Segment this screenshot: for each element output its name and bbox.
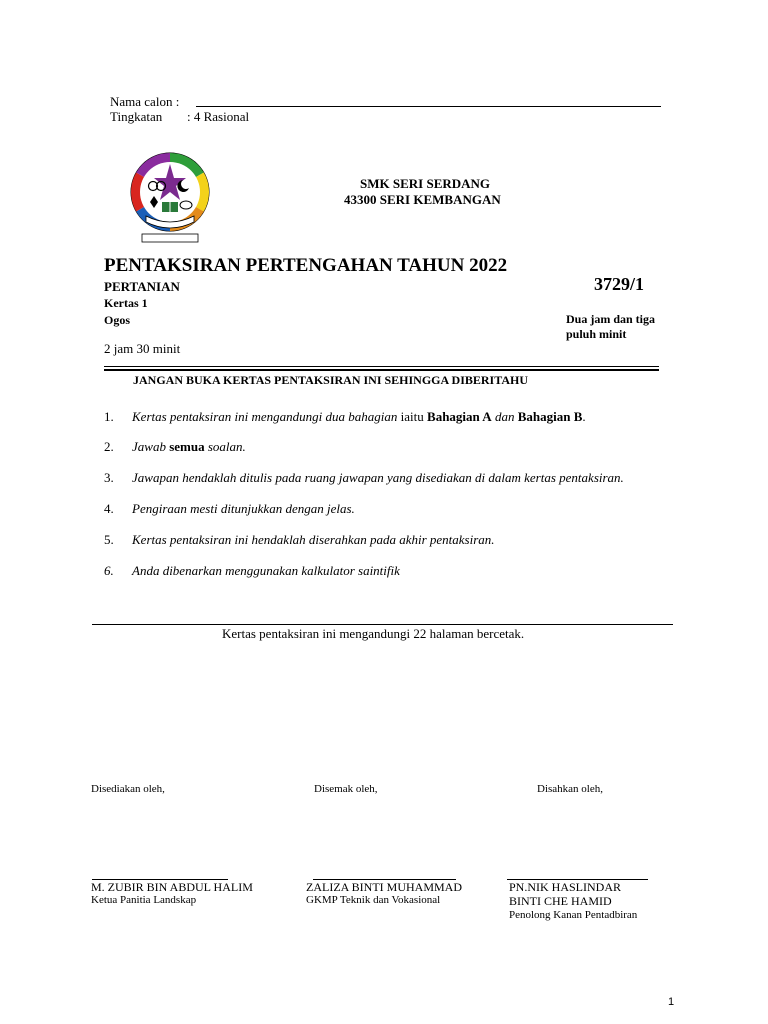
instruction-number: 3. [104,470,114,485]
class-label: Tingkatan [110,109,163,124]
candidate-name-label: Nama calon : [110,94,180,109]
signatory-3-role: Penolong Kanan Pentadbiran [509,909,638,921]
class-value: : 4 Rasional [187,109,250,124]
signatory-1-name: M. ZUBIR BIN ABDUL HALIM [91,880,253,894]
subject: PERTANIAN [104,279,180,294]
instruction-6: 6. Anda dibenarkan menggunakan kalkulator saintifik [104,563,400,578]
school-logo [128,150,212,246]
footer-rule [92,624,673,625]
instruction-number: 4. [104,501,114,516]
school-name: SMK SERI SERDANG [360,176,491,191]
candidate-name-line [196,106,661,107]
page-count-note: Kertas pentaksiran ini mengandungi 22 halaman bercetak. [222,626,525,641]
instruction-4: 4. Pengiraan mesti ditunjukkan dengan jelas. [104,501,355,516]
approved-by-label: Disahkan oleh, [537,783,603,795]
exam-title: PENTAKSIRAN PERTENGAHAN TAHUN 2022 [104,255,508,276]
instruction-number: 5. [104,532,114,547]
checked-by-label: Disemak oleh, [314,783,378,795]
exam-code: 3729/1 [594,274,645,294]
signatory-1-role: Ketua Panitia Landskap [91,894,197,906]
page-number: 1 [668,996,675,1008]
instruction-number: 2. [104,439,114,454]
duration-words-line1: Dua jam dan tiga [566,312,656,326]
duration: 2 jam 30 minit [104,341,181,356]
warning-text: JANGAN BUKA KERTAS PENTAKSIRAN INI SEHINGGA DIBERITAHU [133,373,528,387]
signatory-3-name-line2: BINTI CHE HAMID [509,894,612,908]
prepared-by-label: Disediakan oleh, [91,783,165,795]
warning-rule-bottom [104,369,659,371]
instruction-number: 1. [104,409,114,424]
instruction-2: 2. Jawab semua soalan. [104,439,246,454]
instruction-3: 3. Jawapan hendaklah ditulis pada ruang jawapan yang disediakan di dalam kertas pentaksiran. [104,470,624,485]
instruction-number: 6. [104,563,114,578]
signatory-2-role: GKMP Teknik dan Vokasional [306,894,441,906]
signatory-2-name: ZALIZA BINTI MUHAMMAD [306,880,462,894]
exam-month: Ogos [104,313,131,327]
paper: Kertas 1 [104,296,148,310]
instruction-5: 5. Kertas pentaksiran ini hendaklah diserahkan pada akhir pentaksiran. [104,532,495,547]
signatory-3-name: PN.NIK HASLINDAR [509,880,622,894]
duration-words-line2: puluh minit [566,327,627,341]
school-address: 43300 SERI KEMBANGAN [344,192,501,207]
instruction-1: 1. Kertas pentaksiran ini mengandungi dua bahagian iaitu Bahagian A dan Bahagian B. [104,409,586,424]
warning-rule-top [104,366,659,367]
